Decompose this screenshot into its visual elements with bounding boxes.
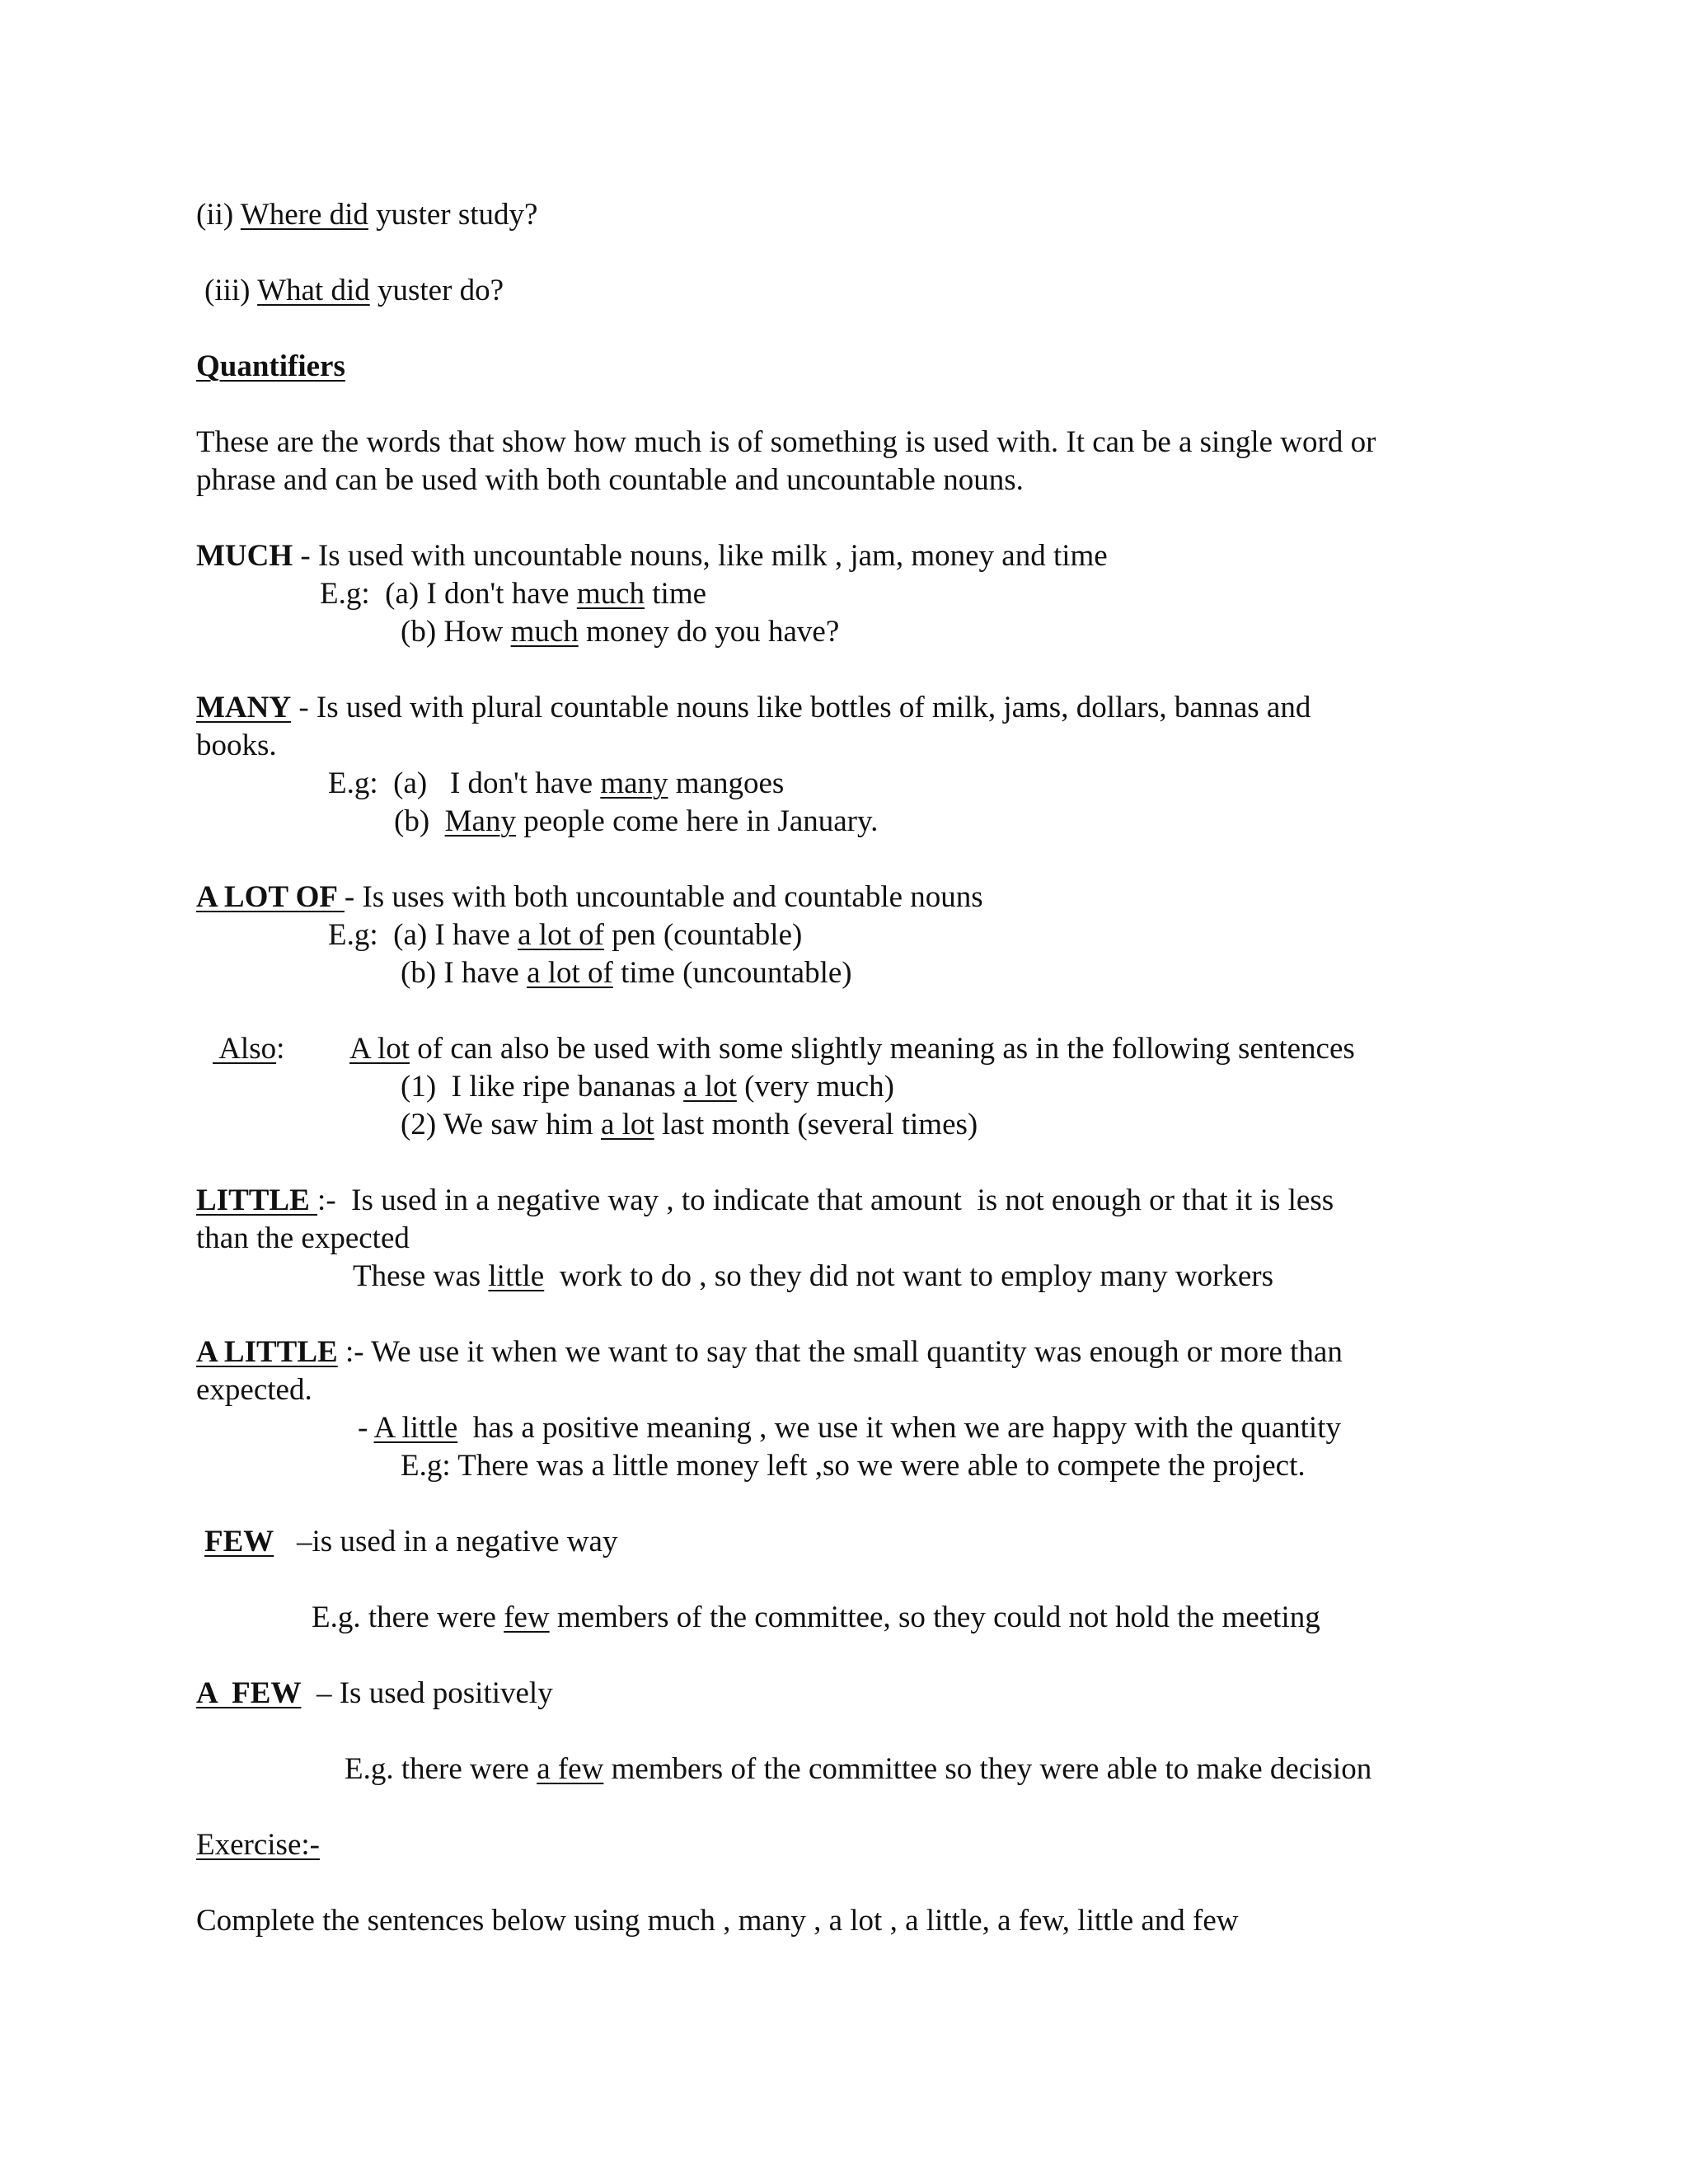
much-example-b: (b) How much money do you have?: [401, 615, 840, 649]
much-example-a: E.g: (a) I don't have much time: [320, 577, 707, 611]
afew-definition: A FEW – Is used positively: [196, 1676, 553, 1710]
little-example: These was little work to do , so they did not want to employ many workers: [353, 1259, 1274, 1293]
many-definition-2: books.: [196, 729, 277, 762]
term: FEW: [204, 1525, 274, 1558]
alittle-note: - A little has a positive meaning , we use it when we are happy with the quantity: [358, 1411, 1341, 1445]
term: A FEW: [196, 1676, 302, 1710]
little-definition-2: than the expected: [196, 1221, 410, 1255]
question-underlined: Where did: [240, 198, 368, 232]
term: A LOT OF: [196, 880, 345, 914]
intro-line-1: These are the words that show how much is of something is used with. It can be a single word or: [196, 425, 1376, 459]
also-definition: A lot of can also be used with some slightly meaning as in the following sentences: [349, 1032, 1355, 1066]
much-definition: MUCH - Is used with uncountable nouns, like milk , jam, money and time: [196, 539, 1108, 573]
few-definition: FEW –is used in a negative way: [204, 1525, 618, 1558]
many-example-b: (b) Many people come here in January.: [394, 804, 879, 838]
question-iii: [204, 272, 504, 310]
term: A LITTLE: [196, 1335, 338, 1369]
alotof-example-a: E.g: (a) I have a lot of pen (countable): [328, 918, 803, 952]
question-rest: yuster do?: [369, 274, 504, 307]
alotof-example-b: (b) I have a lot of time (uncountable): [401, 956, 852, 990]
question-underlined: What did: [257, 274, 370, 307]
term: LITTLE: [196, 1183, 318, 1217]
question-rest: yuster study?: [368, 198, 538, 232]
many-example-a: E.g: (a) I don't have many mangoes: [328, 766, 785, 800]
also-example-2: (2) We saw him a lot last month (several times): [401, 1108, 978, 1141]
little-definition: LITTLE :- Is used in a negative way , to indicate that amount is not enough or that it is less: [196, 1183, 1334, 1217]
also-label: Also:: [213, 1032, 285, 1066]
afew-example: E.g. there were a few members of the committee so they were able to make decision: [345, 1752, 1372, 1786]
also-example-1: (1) I like ripe bananas a lot (very much): [401, 1070, 894, 1104]
alittle-example: E.g: There was a little money left ,so we were able to compete the project.: [401, 1449, 1306, 1483]
term: MUCH: [196, 539, 293, 573]
exercise-label: Exercise:-: [196, 1828, 320, 1862]
term: MANY: [196, 691, 292, 724]
alotof-definition: A LOT OF - Is uses with both uncountable and countable nouns: [196, 880, 983, 914]
question-number: (ii): [196, 198, 234, 232]
alittle-definition-2: expected.: [196, 1373, 312, 1407]
many-definition: MANY - Is used with plural countable nouns like bottles of milk, jams, dollars, bannas and: [196, 691, 1311, 724]
few-example: E.g. there were few members of the committee, so they could not hold the meeting: [312, 1601, 1320, 1634]
section-heading: Quantifiers: [196, 349, 345, 383]
exercise-instruction: Complete the sentences below using much , many , a lot , a little, a few, little and few: [196, 1904, 1239, 1938]
question-ii: [196, 196, 537, 234]
question-number: (iii): [204, 274, 251, 307]
intro-line-2: phrase and can be used with both countable and uncountable nouns.: [196, 463, 1024, 497]
alittle-definition: A LITTLE :- We use it when we want to say that the small quantity was enough or more than: [196, 1335, 1343, 1369]
